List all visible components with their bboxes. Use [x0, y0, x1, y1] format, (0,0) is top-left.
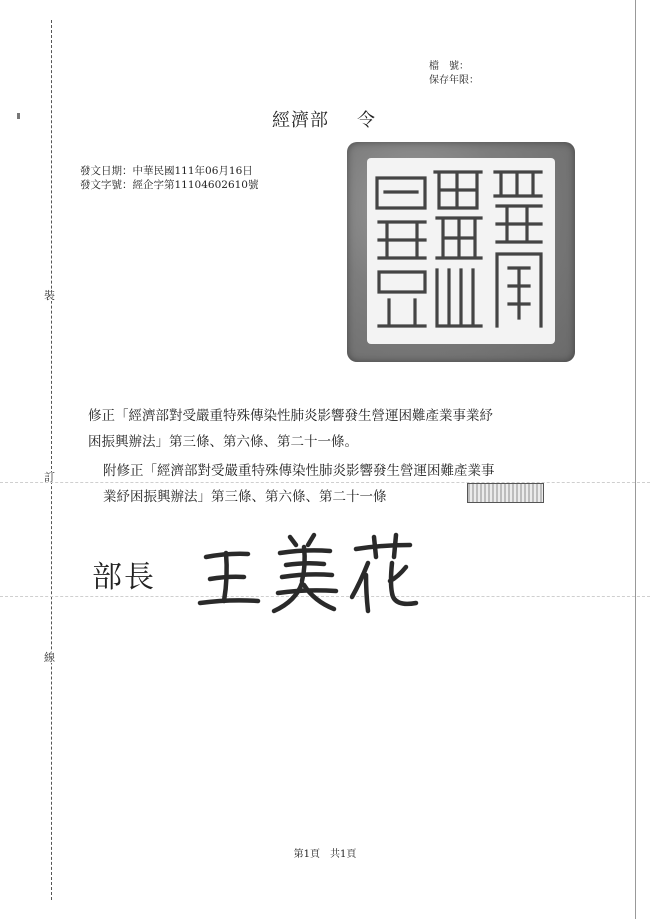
attachment-line-1: 附修正「經濟部對受嚴重特殊傳染性肺炎影響發生營運困難產業事	[103, 463, 495, 479]
minister-title: 部長	[92, 560, 156, 595]
order-line-1: 修正「經濟部對受嚴重特殊傳染性肺炎影響發生營運困難產業事業紓	[88, 408, 493, 424]
attachment-line-2: 業紓困振興辦法」第三條、第六條、第二十一條	[103, 489, 387, 505]
scan-edge	[635, 0, 636, 919]
attachment-stamp	[467, 483, 544, 503]
issue-info	[80, 164, 258, 192]
margin-tick	[17, 113, 20, 119]
official-seal	[347, 142, 575, 362]
order-text	[88, 403, 568, 455]
seal-face	[367, 158, 555, 344]
order-line-2: 困振興辦法」第三條、第六條、第二十一條。	[88, 434, 358, 450]
issue-date: 發文日期：中華民國111年06月16日	[80, 165, 253, 177]
signature-icon	[196, 527, 426, 617]
seal-glyphs-icon	[367, 158, 555, 344]
archive-number: 檔 號：	[429, 61, 469, 72]
issuer-name: 經濟部	[272, 110, 329, 131]
binding-mark-3: 線	[44, 651, 55, 664]
retention-period: 保存年限：	[429, 75, 479, 86]
minister-signature	[196, 527, 426, 621]
archive-meta	[429, 60, 479, 88]
page-footer: 第1頁 共1頁	[293, 849, 357, 860]
document-type: 令	[357, 110, 376, 131]
document-title	[272, 106, 376, 132]
binding-line	[51, 20, 52, 900]
binding-mark-2: 訂	[44, 471, 55, 484]
issue-number: 發文字號：經企字第11104602610號	[80, 179, 259, 191]
binding-mark-1: 裝	[44, 289, 55, 302]
